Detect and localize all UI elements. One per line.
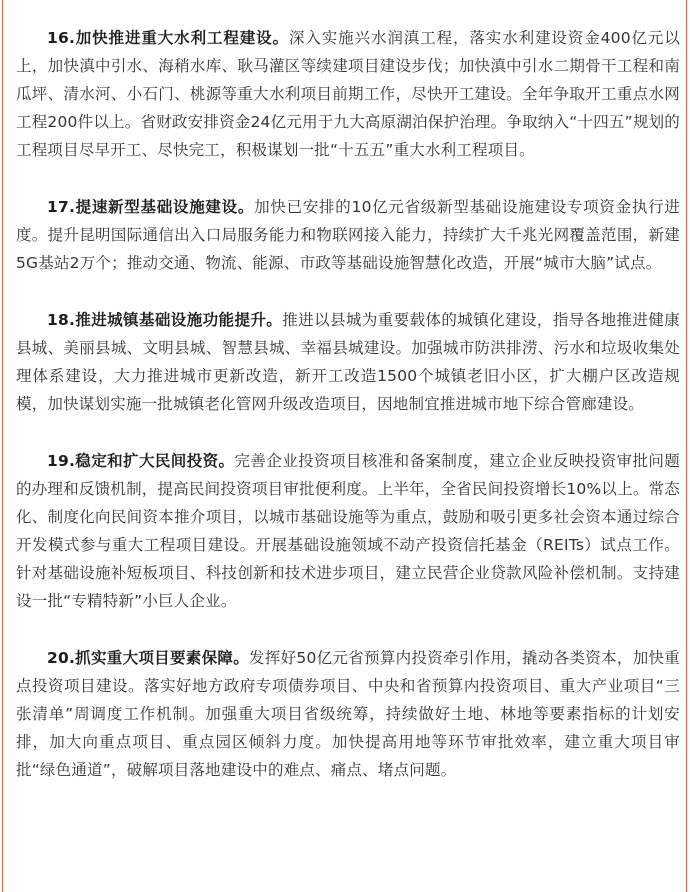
paragraph-18-heading: 18.推进城镇基础设施功能提升。	[47, 311, 283, 329]
paragraph-17-body: 加快已安排的10亿元省级新型基础设施建设专项资金执行进度。提升昆明国际通信出入口局服务能力和物联网接入能力，持续扩大千兆光网覆盖范围，新建5G基站2万个；推动交通、物流、能源、市政等基础设施智慧化改造，开展“城市大脑”试点。	[16, 198, 680, 272]
paragraph-20-heading: 20.抓实重大项目要素保障。	[47, 649, 249, 667]
paragraph-19-body: 完善企业投资项目核准和备案制度，建立企业反映投资审批问题的办理和反馈机制，提高民间投资项目审批便利度。上半年，全省民间投资增长10%以上。常态化、制度化向民间资本推介项目，以城市基础设施等为重点，鼓励和吸引更多社会资本通过综合开发模式参与重大工程项目建设。开展基础设施领域不动产投资信托基金（REITs）试点工作。针对基础设施补短板项目、科技创新和技术进步项目，建立民营企业贷款风险补偿机制。支持建设一批“专精特新”小巨人企业。	[16, 452, 681, 610]
paragraph-16-heading: 16.加快推进重大水利工程建设。	[47, 29, 289, 47]
paragraph-19-heading: 19.稳定和扩大民间投资。	[47, 452, 235, 470]
paragraph-20	[16, 644, 680, 784]
paragraph-16	[16, 24, 680, 164]
paragraph-18	[16, 306, 680, 418]
article-content	[16, 24, 680, 813]
paragraph-17	[16, 193, 680, 277]
paragraph-18-body: 推进以县城为重要载体的城镇化建设，指导各地推进健康县城、美丽县城、文明县城、智慧县城、幸福县城建设。加强城市防洪排涝、污水和垃圾收集处理体系建设，大力推进城市更新改造，新开工改造1500个城镇老旧小区，扩大棚户区改造规模，加快谋划实施一批城镇老化管网升级改造项目，因地制宜推进城市地下综合管廊建设。	[16, 311, 680, 413]
article-frame	[2, 0, 687, 892]
paragraph-20-body: 发挥好50亿元省预算内投资牵引作用，撬动各类资本，加快重点投资项目建设。落实好地方政府专项债券项目、中央和省预算内投资项目、重大产业项目“三张清单”周调度工作机制。加强重大项目省级统筹，持续做好土地、林地等要素指标的计划安排，加大向重点项目、重点园区倾斜力度。加快提高用地等环节审批效率，建立重大项目审批“绿色通道”，破解项目落地建设中的难点、痛点、堵点问题。	[16, 649, 680, 779]
paragraph-16-body: 深入实施兴水润滇工程，落实水利建设资金400亿元以上，加快滇中引水、海稍水库、耿马灌区等续建项目建设步伐；加快滇中引水二期骨干工程和南瓜坪、清水河、小石门、桃源等重大水利项目前期工作，尽快开工建设。全年争取开工重点水网工程200件以上。省财政安排资金24亿元用于九大高原湖泊保护治理。争取纳入“十四五”规划的工程项目尽早开工、尽快完工，积极谋划一批“十五五”重大水利工程项目。	[16, 29, 680, 159]
paragraph-19	[16, 447, 680, 615]
paragraph-17-heading: 17.提速新型基础设施建设。	[47, 198, 255, 216]
